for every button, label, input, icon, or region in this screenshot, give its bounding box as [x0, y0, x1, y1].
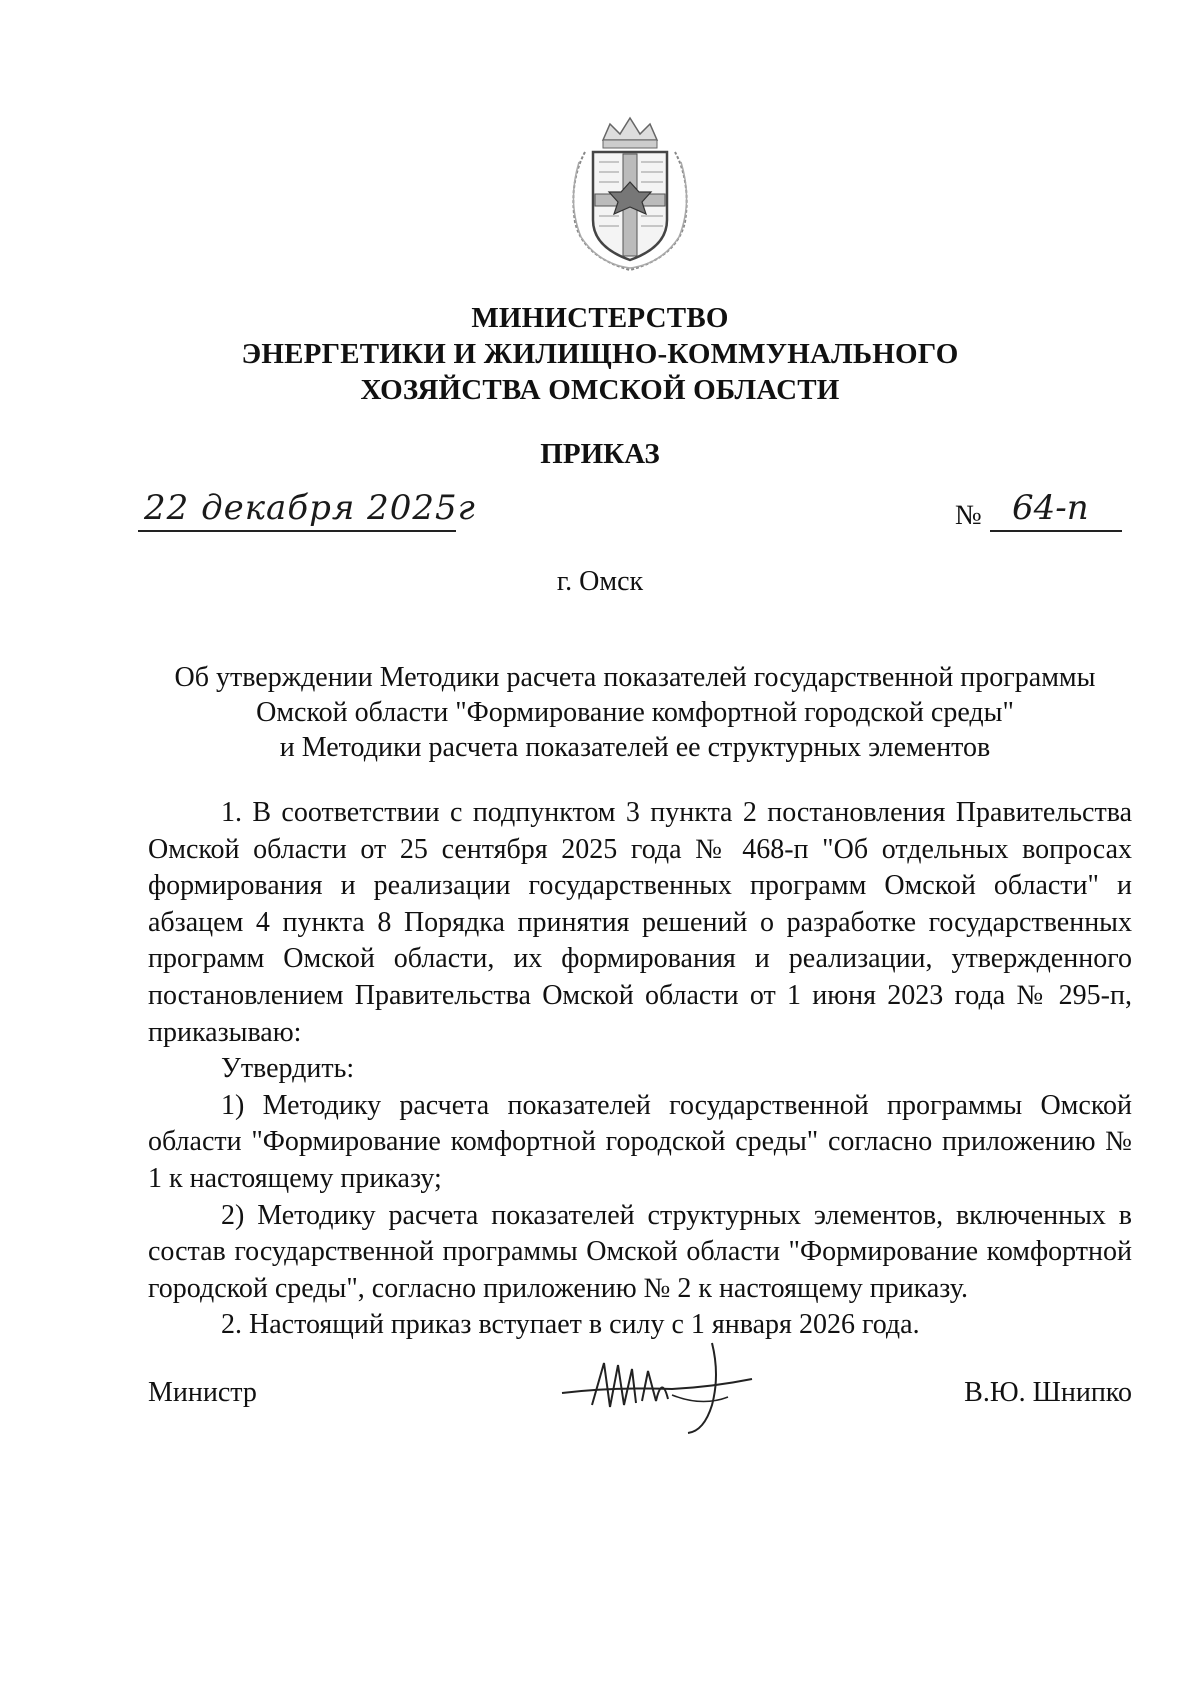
number-underline: [990, 530, 1122, 532]
order-title-line: и Методики расчета показателей ее структурных элементов: [279, 732, 991, 763]
order-date: 22 декабря 2025г: [144, 488, 476, 528]
order-title-line: Омской области "Формирование комфортной городской среды": [256, 697, 1014, 728]
body-paragraph: 2. Настоящий приказ вступает в силу с 1 января 2026 года.: [221, 1309, 920, 1341]
ministry-name-line-1: МИНИСТЕРСТВО: [471, 302, 729, 334]
ministry-name-line-2: ЭНЕРГЕТИКИ И ЖИЛИЩНО-КОММУНАЛЬНОГО: [241, 338, 959, 370]
body-paragraph: 1. В соответствии с подпунктом 3 пункта 2 постановления Правительства Омской области от 25 сентября 2025 года № 468-п "Об отдельных вопросах формирования и реализации государственных программ Омской области" и абзацем 4 пункта 8 Порядка принятия решений о разработке государственных программ Омской области, их формирования и реализации, утвержденного постановлением Правительства Омской области от 1 июня 2023 года № 295-п, приказываю:: [148, 797, 1132, 1048]
body-paragraph: 1) Методику расчета показателей государственной программы Омской области "Формирование комфортной городской среды" согласно приложению № 1 к настоящему приказу;: [148, 1089, 1132, 1194]
handwritten-signature: [552, 1335, 802, 1445]
signer-name: В.Ю. Шнипко: [964, 1377, 1132, 1408]
ministry-name-line-3: ХОЗЯЙСТВА ОМСКОЙ ОБЛАСТИ: [360, 374, 840, 406]
order-body: [148, 795, 1132, 1344]
body-paragraph: Утвердить:: [221, 1053, 355, 1085]
date-underline: [138, 530, 456, 532]
document-type: ПРИКАЗ: [540, 438, 660, 470]
body-paragraph: 2) Методику расчета показателей структурных элементов, включенных в состав государственной программы Омской области "Формирование комфортной городской среды", согласно приложению № 2 к настоящему приказу.: [148, 1199, 1132, 1304]
order-title-line: Об утверждении Методики расчета показателей государственной программы: [174, 662, 1096, 693]
coat-of-arms-emblem: [565, 112, 695, 274]
order-number: 64-п: [1012, 488, 1089, 528]
city: г. Омск: [556, 566, 644, 597]
signer-position: Министр: [148, 1377, 257, 1408]
order-title: [140, 660, 1130, 765]
number-sign: №: [955, 500, 982, 531]
